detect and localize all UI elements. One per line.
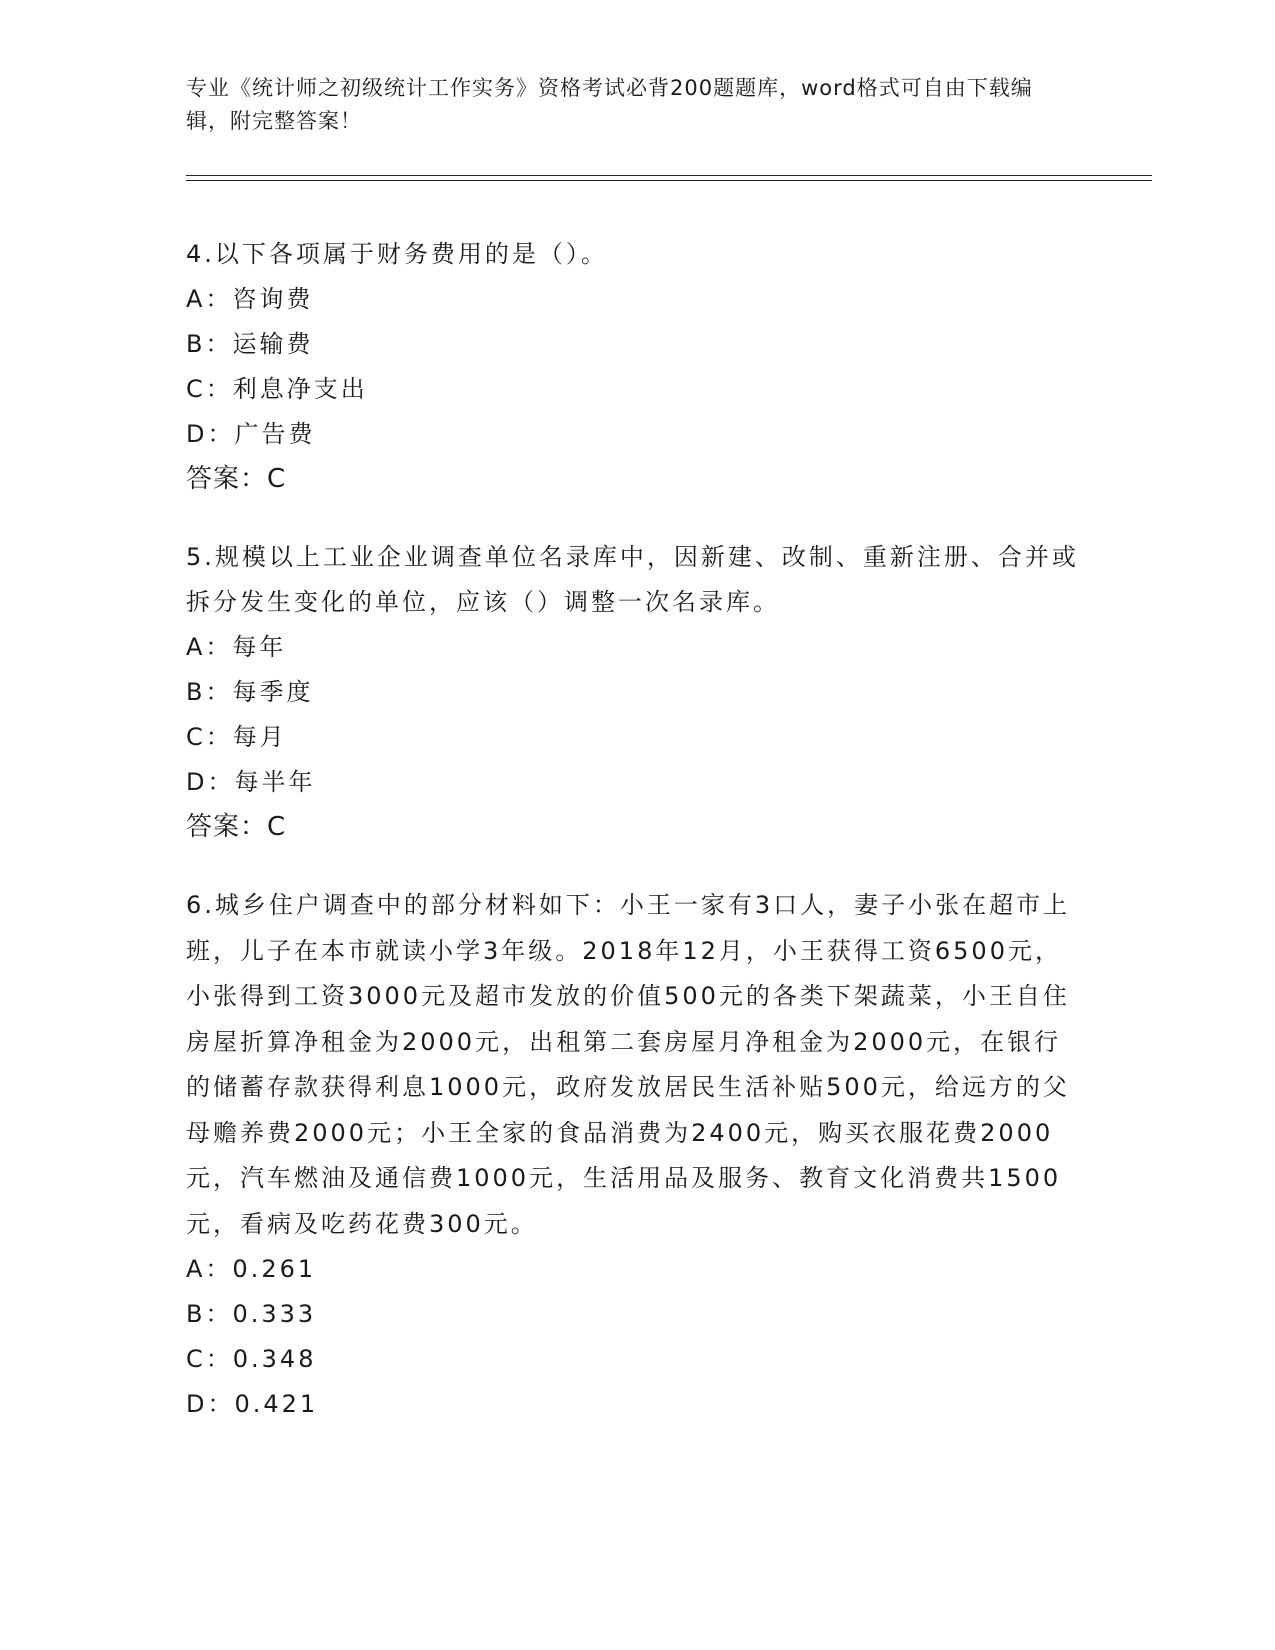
question-stem: 6.城乡住户调查中的部分材料如下：小王一家有3口人，妻子小张在超市上班，儿子在本市就读小学3年级。2018年12月，小王获得工资6500元，小张得到工资3000元及超市发放的价值500元的各类下架蔬菜，小王自住房屋折算净租金为2000元，出租第二套房屋月净租金为2000元，在银行的储蓄存款获得利息1000元，政府发放居民生活补贴500元，给远方的父母赡养费2000元；小王全家的食品消费为2400元，购买衣服花费2000元，汽车燃油及通信费1000元，生活用品及服务、教育文化消费共1500元，看病及吃药花费300元。 xyxy=(186,891,1071,1238)
option-b: B：每季度 xyxy=(186,678,314,706)
answer: 答案：C xyxy=(186,812,287,842)
question-6 xyxy=(186,883,1086,1427)
option-d: D：0.421 xyxy=(186,1390,319,1418)
question-list xyxy=(186,232,1086,1460)
header-rule-bottom xyxy=(186,180,1152,181)
header-rule-top xyxy=(186,175,1152,176)
question-5 xyxy=(186,535,1086,850)
option-b: B：运输费 xyxy=(186,330,314,358)
document-header: 专业《统计师之初级统计工作实务》资格考试必背200题题库，word格式可自由下载编辑，附完整答案！ xyxy=(186,76,1033,133)
question-stem: 5.规模以上工业企业调查单位名录库中，因新建、改制、重新注册、合并或拆分发生变化的单位，应该（）调整一次名录库。 xyxy=(186,543,1079,616)
option-d: D：每半年 xyxy=(186,768,316,796)
answer: 答案：C xyxy=(186,464,287,494)
option-a: A：每年 xyxy=(186,633,287,661)
question-stem: 4.以下各项属于财务费用的是（）。 xyxy=(186,240,608,268)
option-a: A：0.261 xyxy=(186,1255,317,1283)
option-d: D：广告费 xyxy=(186,420,316,448)
question-4 xyxy=(186,232,1086,502)
option-a: A：咨询费 xyxy=(186,285,314,313)
option-c: C：0.348 xyxy=(186,1345,317,1373)
option-c: C：利息净支出 xyxy=(186,375,368,403)
option-c: C：每月 xyxy=(186,723,287,751)
option-b: B：0.333 xyxy=(186,1300,317,1328)
